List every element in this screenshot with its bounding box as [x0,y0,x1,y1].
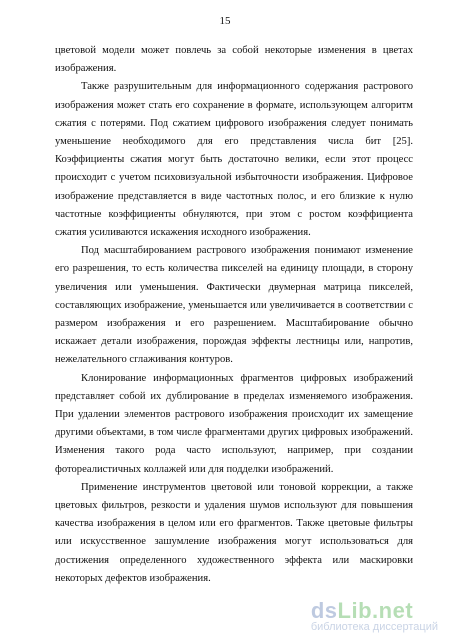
watermark [311,598,438,633]
watermark-subtitle: библиотека диссертаций [310,621,438,633]
paragraph-continuation: цветовой модели может повлечь за собой некоторые изменения в цветах изображения. [55,45,413,75]
paragraph: Применение инструментов цветовой или тоновой коррекции, а также цветовых фильтров, резкости и удаления шумов используют для повышения качества изображения в целом или его фрагментов. Также цветовые фильтры или искусственное зашумление изображения могут использоваться для достижения определенного художественного эффекта или маскировки некоторых дефектов изображения. [55,481,413,584]
watermark-logo-left: ds [310,598,338,623]
body-text [55,42,413,588]
watermark-logo-right: Lib.net [337,598,414,623]
paragraph: Также разрушительным для информационного содержания растрового изображения может стать его сохранение в формате, использующем алгоритм сжатия с потерями. Под сжатием цифрового изображения следует понимать уменьшение необходимого для его представления числа бит [25]. Коэффициенты сжатия могут быть достаточно велики, если этот процесс происходит с учетом психовизуальной избыточности изображения. Цифровое изображение представляется в виде частотных полос, и его близкие к нулю частотные коэффициенты обнуляются, при этом с ростом коэффициента сжатия усиливаются искажения исходного изображения. [55,81,413,239]
page-number: 15 [219,15,231,27]
paragraph: Под масштабированием растрового изображения понимают изменение его разрешения, то есть количества пикселей на единицу площади, в сторону увеличения или уменьшения. Фактически двумерная матрица пикселей, составляющих изображение, уменьшается или увеличивается в соответствии с размером изображения и его разрешением. Масштабирование обычно искажает детали изображения, порождая эффекты лестницы или, напротив, нежелательного сглаживания контуров. [55,245,413,366]
paragraph: Клонирование информационных фрагментов цифровых изображений представляет собой их дублирование в пределах изменяемого изображения. При удалении элементов растрового изображения происходит их замещение другими объектами, в том числе фрагментами других цифровых изображений. Изменения такого рода часто используют, например, при создании фотореалистичных коллажей или для подделки изображений. [55,372,413,475]
